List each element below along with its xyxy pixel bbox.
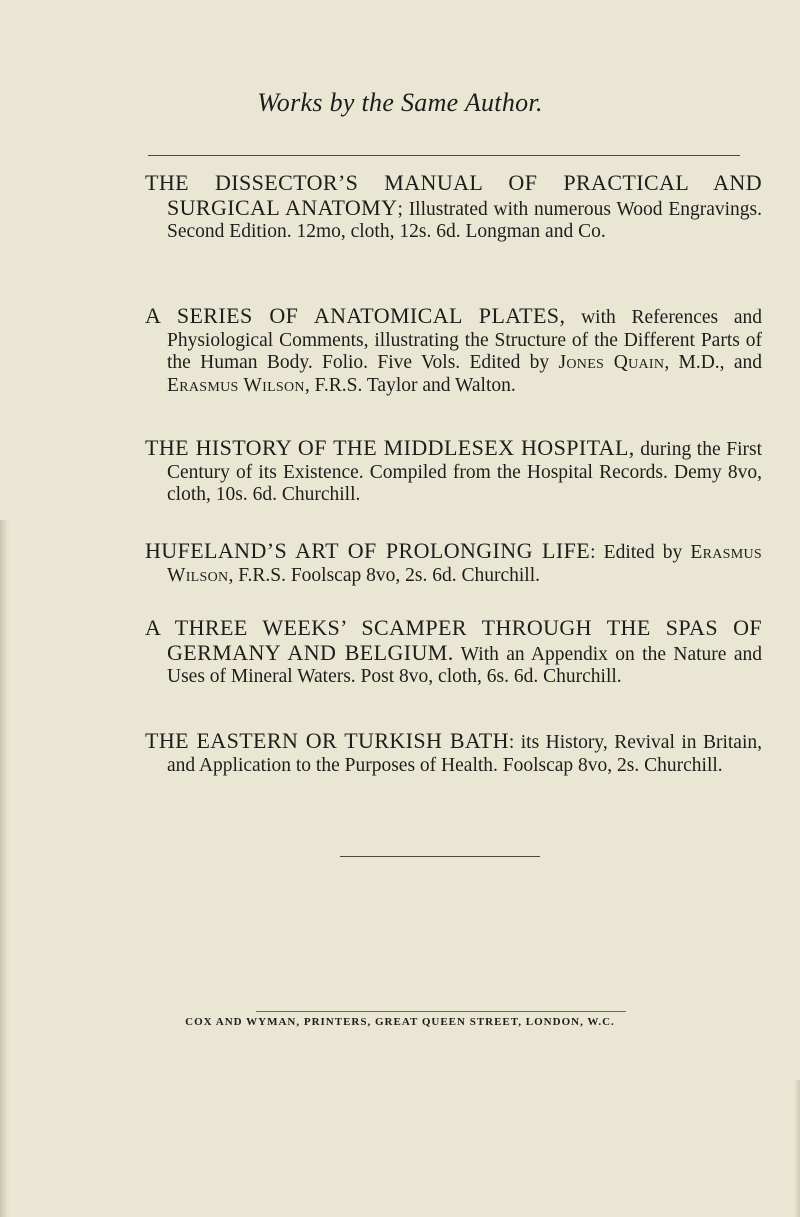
entry-body: , F.R.S. Foolscap 8vo, 2s. 6d. Churchill.: [228, 564, 540, 586]
entry-title: A SERIES OF ANATOMICAL PLATES,: [145, 303, 566, 328]
entry-hufeland: [145, 540, 762, 587]
entry-anatomical-plates: [145, 305, 762, 397]
author-name: Erasmus Wilson: [167, 374, 305, 396]
entry-body: : Edited by: [590, 542, 691, 563]
entry-three-weeks-scamper: [145, 617, 762, 689]
entry-middlesex-hospital: [145, 437, 762, 507]
author-name: Jones Quain: [558, 352, 665, 373]
closing-rule: [340, 856, 540, 857]
entry-body: with References and Physiological Comments, illustrating the Structure of the Different Parts of the Human Body. Folio. Five Vols. Edited by: [167, 307, 763, 373]
author-name: Erasmus Wilson: [167, 542, 762, 586]
entry-body: , F.R.S. Taylor and Walton.: [304, 374, 516, 396]
entry-title: THE DISSECTOR’S MANUAL OF PRACTICAL AND SURGICAL ANATOMY: [145, 170, 762, 220]
entry-separator: ;: [397, 198, 409, 220]
entry-dissectors-manual: [145, 172, 762, 244]
heading-rule: [148, 155, 740, 156]
entry-title: THE EASTERN OR TURKISH BATH: [145, 728, 509, 753]
entry-body: With an Appendix on the Nature and Uses of Mineral Waters. Post 8vo, cloth, 6s. 6d. Churchill.: [167, 643, 762, 687]
entry-title: THE HISTORY OF THE MIDDLESEX HOSPITAL,: [145, 435, 635, 460]
printer-imprint: COX AND WYMAN, PRINTERS, GREAT QUEEN STREET, LONDON, W.C.: [185, 1016, 615, 1028]
page-heading: Works by the Same Author.: [257, 88, 543, 117]
entry-title: A THREE WEEKS’ SCAMPER THROUGH THE SPAS OF GERMANY AND BELGIUM.: [145, 615, 762, 665]
entry-body: Illustrated with numerous Wood Engravings. Second Edition. 12mo, cloth, 12s. 6d. Longman and Co.: [167, 198, 763, 242]
page-edge-shadow: [794, 1080, 800, 1217]
entry-title: HUFELAND’S ART OF PROLONGING LIFE: [145, 538, 591, 563]
entry-body: , M.D., and: [664, 352, 762, 373]
entry-turkish-bath: [145, 730, 762, 777]
page-gutter-shadow: [0, 520, 10, 1217]
imprint-rule: [256, 1011, 626, 1012]
entry-body: : its History, Revival in Britain, and Application to the Purposes of Health. Foolscap 8vo, 2s. Churchill.: [167, 732, 762, 776]
entry-body: during the First Century of its Existence. Compiled from the Hospital Records. Demy 8vo, cloth, 10s. 6d. Churchill.: [167, 439, 762, 505]
